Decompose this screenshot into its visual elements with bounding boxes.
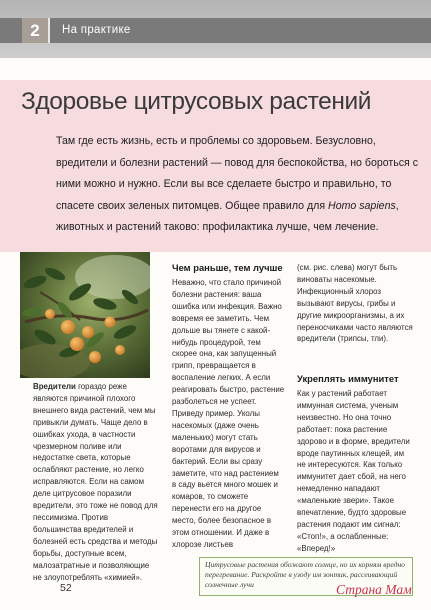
- latin-term: Homo sapiens: [328, 199, 396, 212]
- page-title: Здоровье цитрусовых растений: [21, 88, 372, 115]
- site-watermark: Страна Мам: [336, 582, 412, 597]
- intro-paragraph: Там где есть жизнь, есть и проблемы со здоровьем. Безусловно, вредители и болезни растений — повод для беспокойства, но бороться с ними можно и нужно. Если вы все сделаете быстро и правильно, то спасете своих зеленых питомцев. Общее правило для Homo sapiens, животных и растений таково: профилактика лучше, чем лечение.: [56, 135, 419, 233]
- pests-paragraph: Вредители гораздо реже являются причиной плохого внешнего вида растений, чем мы привыкли думать. Чаще дело в ошибках ухода, в частности чрезмерном поливе или недостатке света, которые ослабляют растение, но легко исправляются. Если на самом деле цитрусовое поразили вредители, это тоже не повод для пессимизма. Против большинства вредителей и болезней есть средства и методы борьбы, доступные всем, малозатратные и позволяющие не злоупотреблять «химией».: [33, 382, 158, 582]
- middle-column: [172, 262, 285, 551]
- photo-caption: Цитрусовые растения обожают солнце, но их корням вредно перегревание. Раскройте в узоду им зонтик, рассеивающий солнечные лучи: [205, 560, 405, 590]
- sooner-the-better-heading: Чем раньше, тем лучше: [172, 262, 283, 273]
- immunity-text: Как у растений работает иммунная система, ученым неизвестно. Но она точно работает: пока растение здорово и в форме, вредители вроде паутинных клещей, им не интересуются. Как только иммунитет дает сбой, на него немедленно нападают «маленькие звери». Такое впечатление, будто здоровые растения подают им сигнал: «Стоп!», а ослабленные: «Вперед!»: [297, 389, 410, 553]
- middle-column-text: Неважно, что стало причиной болезни растения: ваша ошибка или инфекция. Важно вовремя ее заметить. Чем дольше вы тянете с какой-нибудь процедурой, тем скорее она, как запущенный грипп, превращается в воспаление легких. А если реагировать быстро, растение разболеться не успеет. Приведу пример. Уколы насекомых (даже очень маленьких) могут стать воротами для вирусов и бактерий. Если вы сразу заметите, что над растением в саду вьется много мошек и комаров, то сможете перенести его на другое место, более безопасное в этом отношении. И даже в хлорозе листьев: [172, 278, 285, 549]
- right-column-top-text: (см. рис. слева) могут быть виноваты насекомые. Инфекционный хлороз вызывают вирусы, грибы и другие микроорганизмы, а их переносчиками часто являются вредители (трипсы, тли).: [297, 263, 413, 344]
- immunity-heading: Укреплять иммунитет: [297, 373, 399, 384]
- chapter-number: 2: [22, 18, 50, 43]
- pests-lead-word: Вредители: [33, 382, 76, 391]
- citrus-tree-photo: [20, 252, 150, 378]
- chapter-title: На практике: [62, 24, 131, 36]
- page-number: 52: [60, 582, 72, 594]
